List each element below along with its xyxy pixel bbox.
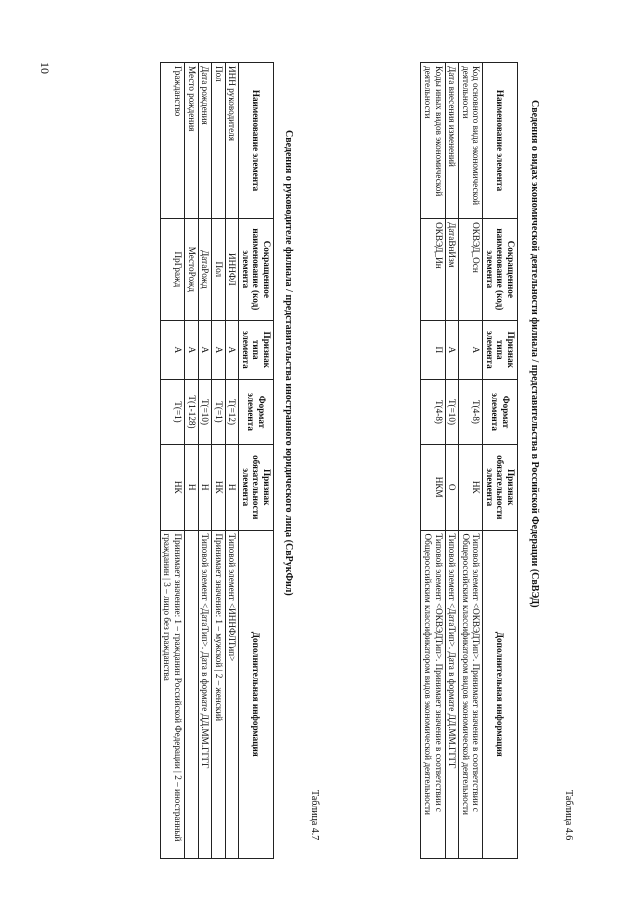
table-cell: Пол [212, 219, 226, 320]
table-cell: ИННФЛ [225, 219, 239, 320]
table-row [421, 63, 445, 859]
table-cell: Пол [212, 63, 226, 219]
table-cell: ОКВЭД_Осн [459, 219, 483, 320]
header-cell: Признак обязательности элемента [239, 444, 274, 530]
header-cell: Сокращенное наименование (код) элемента [239, 219, 274, 320]
header-cell: Наименование элемента [239, 63, 274, 219]
header-cell: Формат элемента [239, 380, 274, 445]
table-cell: Типовой элемент <ИННФЛТип> [225, 530, 239, 858]
table-4-7-label: Таблица 4.7 [309, 790, 320, 841]
table-cell: НК [212, 444, 226, 530]
table-cell: Дата рождения [198, 63, 212, 219]
table-header-row [239, 63, 274, 859]
table-cell: А [225, 320, 239, 380]
table-cell: Код основного вида экономической деятельности [459, 63, 483, 219]
table-cell: Типовой элемент <ДатаТип>. Дата в формате ДД.ММ.ГГГГ [198, 530, 212, 858]
table-cell: Т(=1) [160, 380, 184, 445]
table-row [184, 63, 198, 859]
table-cell: ДатаВнИзм [445, 219, 459, 320]
table-row [445, 63, 459, 859]
table-cell: Типовой элемент <ОКВЭДТип>. Принимает значение в соответствии с Общероссийским классификатором видов экономической деятельности [421, 530, 445, 858]
table-cell: А [184, 320, 198, 380]
table-cell: Т(1-128) [184, 380, 198, 445]
table-cell: НКМ [421, 444, 445, 530]
table-cell: П [421, 320, 445, 380]
header-cell: Сокращенное наименование (код) элемента [483, 219, 518, 320]
header-cell: Дополнительная информация [239, 530, 274, 858]
table-cell: Типовой элемент <ДатаТип>. Дата в формате ДД.ММ.ГГГГ [445, 530, 459, 858]
table-row [198, 63, 212, 859]
table-cell: Гражданство [160, 63, 184, 219]
table-cell: Н [184, 444, 198, 530]
table-cell: НК [459, 444, 483, 530]
table-cell: Дата внесения изменений [445, 63, 459, 219]
table-cell: Т(4-8) [421, 380, 445, 445]
table-cell: Т(=12) [225, 380, 239, 445]
header-cell: Наименование элемента [483, 63, 518, 219]
table-row [225, 63, 239, 859]
table-cell: Типовой элемент <ОКВЭДТип>. Принимает значение в соответствии с Общероссийским классификатором видов экономической деятельности [459, 530, 483, 858]
table-cell: А [198, 320, 212, 380]
table-cell: ДатаРожд [198, 219, 212, 320]
table-row [212, 63, 226, 859]
table-row [160, 63, 184, 859]
table-cell: Т(=10) [445, 380, 459, 445]
table-cell: ПрГражд [160, 219, 184, 320]
table-header-row [483, 63, 518, 859]
table-cell [184, 530, 198, 858]
table-cell: Принимает значение: 1 – мужской | 2 – женский [212, 530, 226, 858]
table-cell: О [445, 444, 459, 530]
table-4-6-label: Таблица 4.6 [563, 790, 574, 841]
header-cell: Дополнительная информация [483, 530, 518, 858]
table-cell: Т(=10) [198, 380, 212, 445]
header-cell: Признак типа элемента [483, 320, 518, 380]
table-cell: Место рождения [184, 63, 198, 219]
table-cell: МестоРожд [184, 219, 198, 320]
table-cell: А [459, 320, 483, 380]
table-cell: ОКВЭД_Ин [421, 219, 445, 320]
table-row [459, 63, 483, 859]
table-4-6-title: Сведения о видах экономической деятельности филиала / представительства в Российской Федерации (СвВЭД) [529, 100, 540, 608]
table-cell: Т(=1) [212, 380, 226, 445]
table-4-6 [420, 62, 518, 859]
table-cell: НК [160, 444, 184, 530]
table-cell: А [445, 320, 459, 380]
header-cell: Формат элемента [483, 380, 518, 445]
table-cell: Н [198, 444, 212, 530]
table-cell: А [160, 320, 184, 380]
table-cell: Н [225, 444, 239, 530]
table-cell: ИНН руководителя [225, 63, 239, 219]
table-4-7 [160, 62, 274, 859]
header-cell: Признак типа элемента [239, 320, 274, 380]
table-4-7-title: Сведения о руководителе филиала / представительства иностранного юридического лица (СвРукФил) [283, 130, 294, 596]
table-cell: Принимает значение: 1 – гражданин Российской Федерации | 2 – иностранный гражданин | 3 – лицо без гражданства [160, 530, 184, 858]
table-cell: Коды иных видов экономической деятельности [421, 63, 445, 219]
table-cell: А [212, 320, 226, 380]
table-cell: Т(4-8) [459, 380, 483, 445]
page-number: 10 [38, 62, 52, 74]
header-cell: Признак обязательности элемента [483, 444, 518, 530]
